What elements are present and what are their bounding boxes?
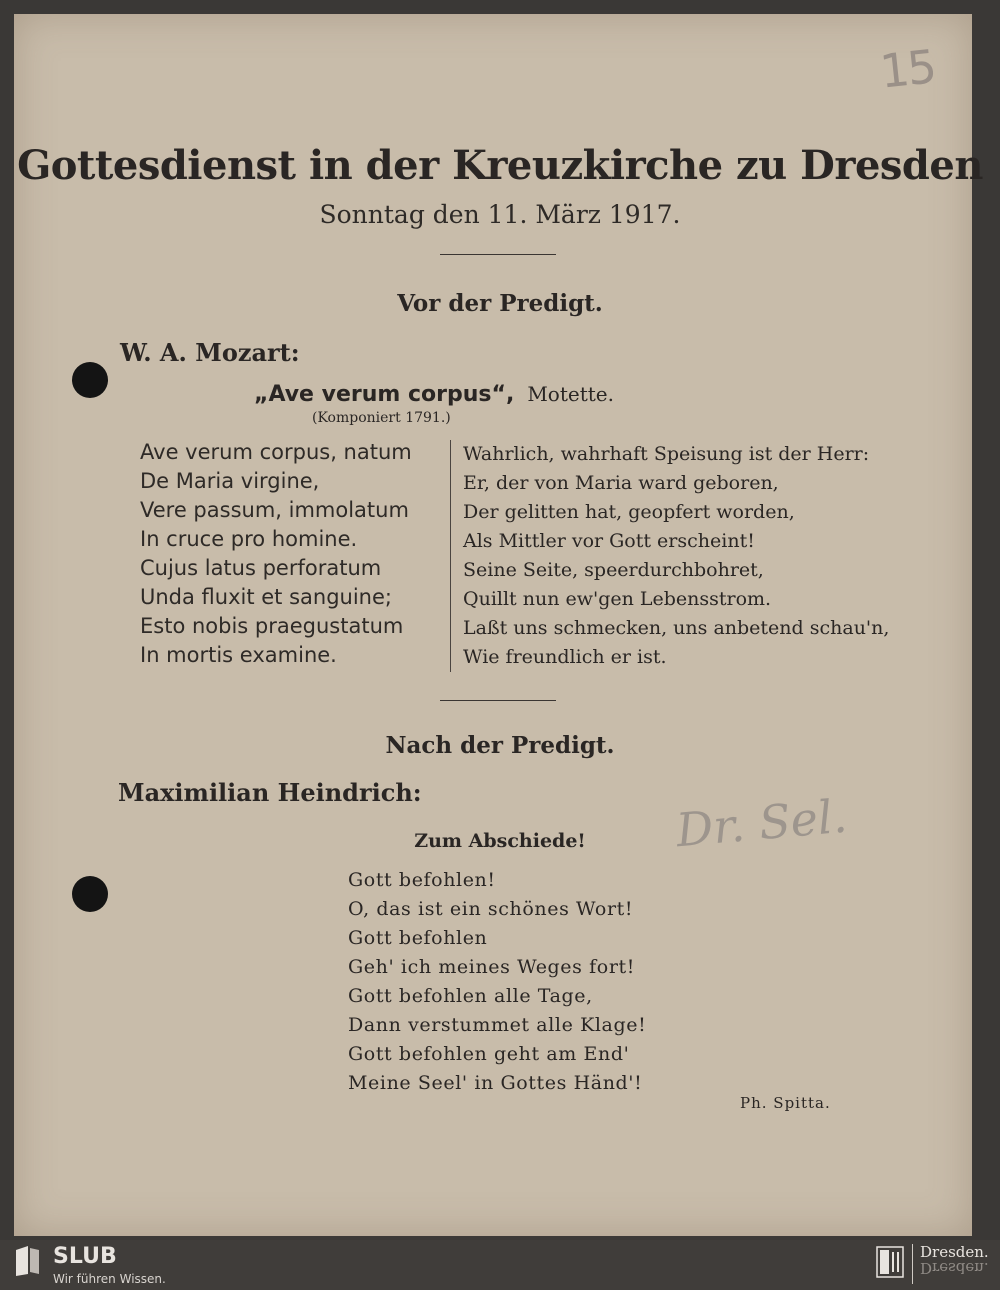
partner-name[interactable]: Dresden. (920, 1243, 989, 1261)
german-line: Quillt nun ew'gen Lebensstrom. (463, 588, 772, 610)
poem-line: Gott befohlen alle Tage, (348, 985, 593, 1007)
german-line: Seine Seite, speerdurchbohret, (463, 559, 764, 581)
german-line: Der gelitten hat, geopfert worden, (463, 501, 795, 523)
poem-line: Geh' ich meines Weges fort! (348, 956, 635, 978)
slub-logo-icon[interactable] (12, 1244, 42, 1278)
poem-line: Meine Seel' in Gottes Händ'! (348, 1072, 643, 1094)
german-line: Er, der von Maria ward geboren, (463, 472, 779, 494)
punch-hole-top (72, 362, 108, 398)
german-translation (463, 440, 889, 672)
work-title: „Ave verum corpus“, (254, 382, 515, 407)
latin-line: Ave verum corpus, natum (140, 440, 412, 464)
poem-line: Dann verstummet alle Klage! (348, 1014, 647, 1036)
handwritten-signature: Dr. Sel. (673, 788, 850, 858)
document-title: Gottesdienst in der Kreuzkirche zu Dresden (17, 142, 983, 189)
viewer-footer (0, 1240, 1000, 1290)
column-divider (450, 440, 451, 672)
work-genre: Motette. (527, 382, 614, 406)
composer-heindrich: Maximilian Heindrich: (118, 778, 422, 807)
poem-line: Gott befohlen! (348, 869, 496, 891)
poem-author: Ph. Spitta. (740, 1094, 831, 1112)
library-tagline: Wir führen Wissen. (53, 1272, 166, 1286)
german-line: Als Mittler vor Gott erscheint! (463, 530, 755, 552)
latin-line: Vere passum, immolatum (140, 498, 409, 522)
logo-separator (912, 1244, 913, 1284)
german-line: Laßt uns schmecken, uns anbetend schau'n, (463, 617, 890, 639)
german-line: Wie freundlich er ist. (463, 646, 667, 668)
latin-line: Esto nobis praegustatum (140, 614, 404, 638)
work-title-line (254, 382, 614, 407)
composition-year: (Komponiert 1791.) (312, 410, 451, 426)
punch-hole-bottom (72, 876, 108, 912)
latin-line: De Maria virgine, (140, 469, 320, 493)
german-line: Wahrlich, wahrhaft Speisung ist der Herr: (463, 443, 870, 465)
service-date: Sonntag den 11. März 1917. (319, 200, 681, 229)
section-heading-before-sermon: Vor der Predigt. (397, 290, 603, 317)
divider-top (440, 254, 556, 255)
library-name[interactable]: SLUB (53, 1244, 117, 1269)
latin-line: In mortis examine. (140, 643, 337, 667)
divider-middle (440, 700, 556, 701)
dresden-coat-of-arms-icon[interactable] (876, 1246, 904, 1278)
poem-title: Zum Abschiede! (414, 830, 586, 852)
poem-line: O, das ist ein schönes Wort! (348, 898, 634, 920)
latin-line: Cujus latus perforatum (140, 556, 382, 580)
partner-name-reflection: Dresden. (920, 1259, 989, 1277)
section-heading-after-sermon: Nach der Predigt. (385, 732, 615, 759)
latin-line: In cruce pro homine. (140, 527, 358, 551)
composer-mozart: W. A. Mozart: (120, 338, 300, 367)
latin-line: Unda fluxit et sanguine; (140, 585, 392, 609)
poem-line: Gott befohlen geht am End' (348, 1043, 630, 1065)
poem-text (348, 866, 646, 1098)
poem-line: Gott befohlen (348, 927, 488, 949)
latin-text (140, 438, 412, 670)
handwritten-page-number: 15 (877, 39, 938, 99)
